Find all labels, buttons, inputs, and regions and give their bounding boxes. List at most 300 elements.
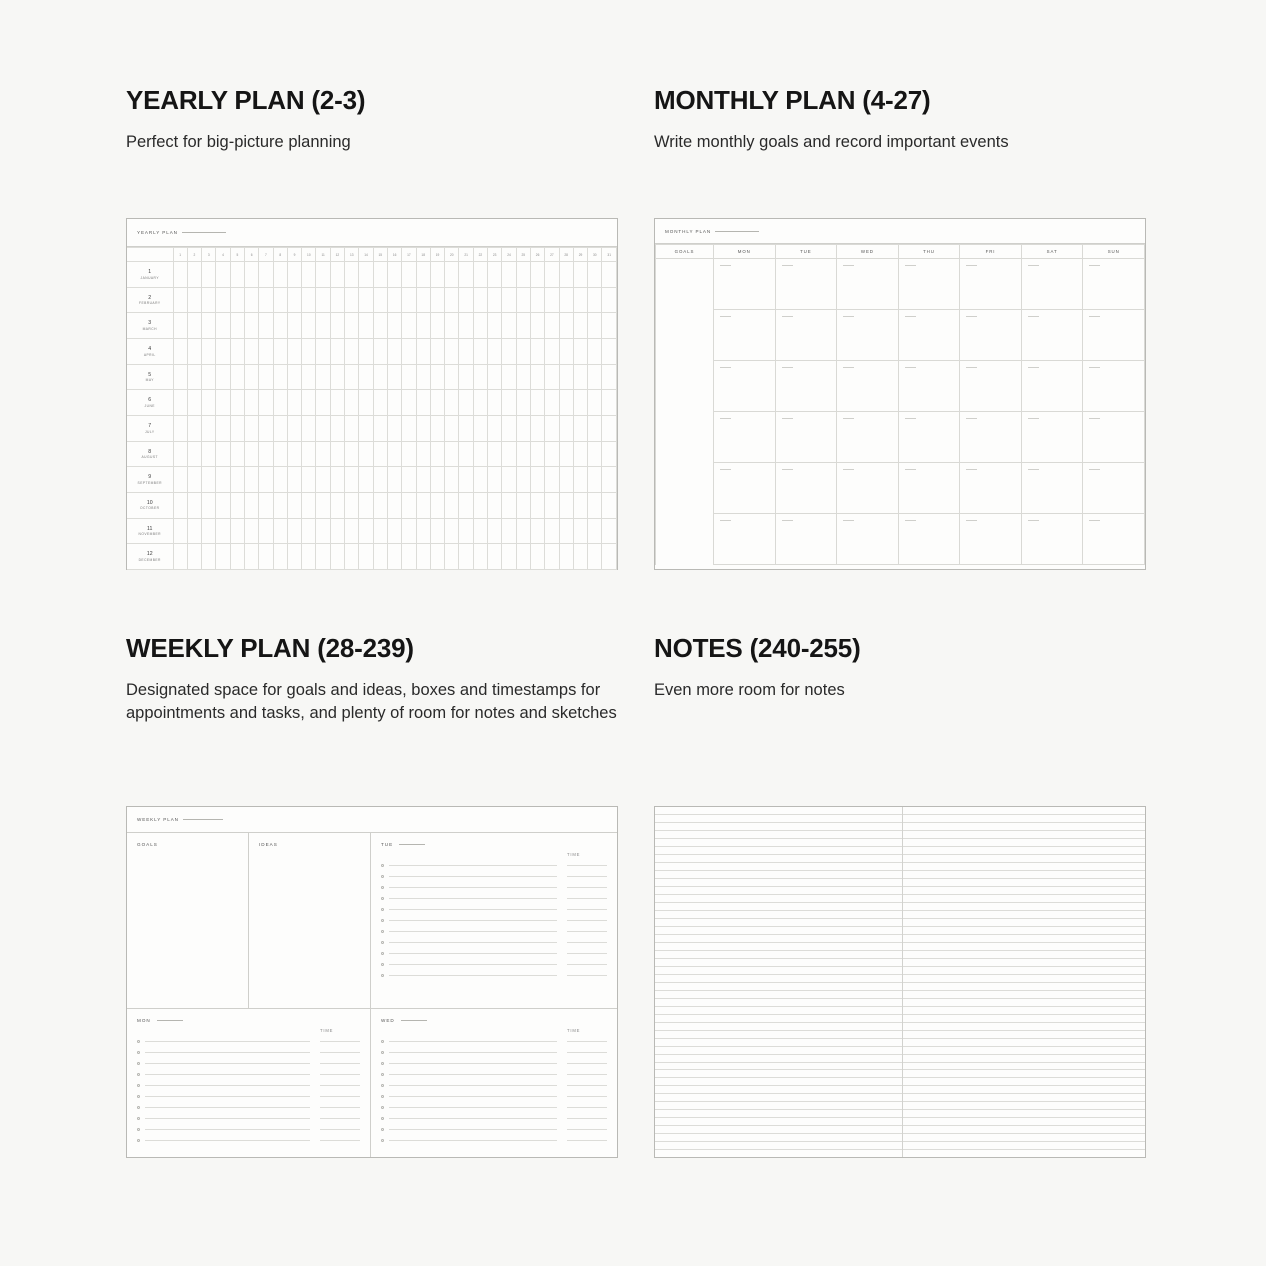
yearly-day-cell	[216, 338, 230, 364]
yearly-day-cell	[588, 313, 602, 339]
yearly-day-cell	[459, 492, 473, 518]
list-item[interactable]	[137, 1091, 360, 1102]
checkbox-icon[interactable]	[137, 1128, 140, 1131]
yearly-day-cell	[559, 364, 573, 390]
yearly-day-cell	[530, 338, 544, 364]
yearly-day-cell	[287, 441, 301, 467]
day-write-rule	[401, 1020, 427, 1021]
yearly-day-cell	[387, 313, 401, 339]
checkbox-icon[interactable]	[381, 897, 384, 900]
yearly-month-cell: 9 SEPTEMBER	[127, 467, 173, 493]
yearly-day-cell	[588, 415, 602, 441]
task-write-line	[389, 865, 557, 866]
list-item[interactable]	[381, 959, 607, 970]
yearly-day-cell	[359, 441, 373, 467]
monthly-day-cell	[1021, 259, 1083, 310]
yearly-day-cell	[187, 364, 201, 390]
list-item[interactable]	[381, 1135, 607, 1146]
yearly-day-cell	[473, 415, 487, 441]
yearly-day-cell	[373, 492, 387, 518]
yearly-day-cell	[502, 390, 516, 416]
list-item	[655, 1086, 1145, 1094]
yearly-day-cell	[488, 441, 502, 467]
checkbox-icon[interactable]	[137, 1040, 140, 1043]
list-item[interactable]	[381, 1113, 607, 1124]
yearly-day-cell	[588, 441, 602, 467]
yearly-day-header-row	[127, 248, 617, 262]
yearly-day-cell	[216, 518, 230, 544]
yearly-day-cell	[445, 262, 459, 288]
yearly-month-cell: 3 MARCH	[127, 313, 173, 339]
yearly-day-cell	[602, 287, 617, 313]
yearly-day-cell	[445, 441, 459, 467]
yearly-day-cell	[345, 313, 359, 339]
preview-notes	[654, 806, 1146, 1158]
checkbox-icon[interactable]	[381, 908, 384, 911]
time-write-line	[567, 975, 607, 976]
section-yearly-plan	[126, 86, 618, 154]
yearly-day-header: 27	[545, 248, 559, 262]
list-item[interactable]	[381, 1036, 607, 1047]
list-item	[655, 967, 1145, 975]
weekly-goals-label: GOALS	[137, 842, 158, 847]
yearly-day-cell	[588, 338, 602, 364]
list-item[interactable]	[381, 882, 607, 893]
weekly-top-row	[127, 833, 617, 1009]
yearly-day-cell	[402, 262, 416, 288]
yearly-day-cell	[473, 390, 487, 416]
header-write-rule	[183, 819, 223, 820]
task-write-line	[389, 931, 557, 932]
monthly-day-cell	[898, 514, 960, 565]
list-item[interactable]	[137, 1047, 360, 1058]
yearly-day-cell	[559, 518, 573, 544]
list-item	[655, 1142, 1145, 1150]
yearly-day-cell	[559, 338, 573, 364]
yearly-day-cell	[530, 441, 544, 467]
yearly-day-cell	[488, 492, 502, 518]
list-item	[655, 927, 1145, 935]
list-item[interactable]	[381, 893, 607, 904]
section-monthly-plan	[654, 86, 1146, 154]
yearly-day-cell	[459, 415, 473, 441]
table-row	[127, 441, 617, 467]
yearly-day-cell	[316, 467, 330, 493]
yearly-day-cell	[545, 544, 559, 570]
list-item[interactable]	[381, 970, 607, 981]
yearly-day-cell	[502, 492, 516, 518]
list-item[interactable]	[381, 1047, 607, 1058]
checkbox-icon[interactable]	[381, 875, 384, 878]
time-write-line	[320, 1140, 360, 1141]
yearly-day-cell	[545, 518, 559, 544]
yearly-day-cell	[259, 492, 273, 518]
table-row	[127, 287, 617, 313]
yearly-day-cell	[516, 467, 530, 493]
yearly-day-cell	[545, 441, 559, 467]
header-write-rule	[182, 232, 226, 233]
yearly-day-header: 15	[373, 248, 387, 262]
list-item	[655, 887, 1145, 895]
monthly-day-cell	[960, 361, 1022, 412]
yearly-day-cell	[316, 518, 330, 544]
list-item[interactable]	[381, 860, 607, 871]
checkbox-icon[interactable]	[381, 974, 384, 977]
weekly-preview-header	[127, 807, 617, 833]
notes-center-divider	[902, 807, 903, 1157]
checkbox-icon[interactable]	[137, 1051, 140, 1054]
list-item[interactable]	[137, 1080, 360, 1091]
list-item	[655, 903, 1145, 911]
yearly-day-header: 6	[244, 248, 258, 262]
monthly-day-cell	[714, 514, 776, 565]
yearly-day-cell	[273, 390, 287, 416]
yearly-day-cell	[359, 492, 373, 518]
list-item[interactable]	[137, 1113, 360, 1124]
yearly-day-cell	[488, 262, 502, 288]
yearly-day-header: 29	[573, 248, 587, 262]
yearly-day-cell	[402, 390, 416, 416]
yearly-day-cell	[273, 544, 287, 570]
yearly-day-cell	[602, 441, 617, 467]
weekly-preview-header-label: WEEKLY PLAN	[137, 817, 179, 822]
list-item[interactable]	[381, 948, 607, 959]
table-row	[656, 412, 1145, 463]
monthly-goals-cell	[656, 514, 714, 565]
yearly-day-cell	[330, 313, 344, 339]
yearly-day-cell	[345, 262, 359, 288]
time-write-line	[567, 1118, 607, 1119]
yearly-day-header: 26	[530, 248, 544, 262]
list-item[interactable]	[381, 1102, 607, 1113]
monthly-day-cell	[1083, 514, 1145, 565]
yearly-day-cell	[402, 338, 416, 364]
list-item	[655, 1134, 1145, 1142]
yearly-day-cell	[244, 492, 258, 518]
yearly-day-cell	[402, 467, 416, 493]
section-desc-notes: Even more room for notes	[654, 680, 845, 699]
yearly-day-cell	[259, 287, 273, 313]
checkbox-icon[interactable]	[381, 941, 384, 944]
yearly-month-cell: 11 NOVEMBER	[127, 518, 173, 544]
yearly-day-header: 7	[259, 248, 273, 262]
yearly-day-cell	[445, 390, 459, 416]
yearly-day-cell	[416, 313, 430, 339]
weekly-wed-task-list	[381, 1036, 607, 1146]
yearly-day-cell	[488, 364, 502, 390]
list-item[interactable]	[381, 871, 607, 882]
checkbox-icon[interactable]	[381, 1040, 384, 1043]
checkbox-icon[interactable]	[381, 919, 384, 922]
yearly-day-cell	[316, 287, 330, 313]
yearly-day-cell	[244, 544, 258, 570]
task-write-line	[389, 975, 557, 976]
time-label: TIME	[320, 1028, 334, 1033]
table-row	[656, 514, 1145, 565]
yearly-day-cell	[173, 441, 187, 467]
yearly-day-cell	[416, 338, 430, 364]
list-item[interactable]	[381, 937, 607, 948]
checkbox-icon[interactable]	[381, 952, 384, 955]
task-write-line	[389, 1041, 557, 1042]
checkbox-icon[interactable]	[381, 930, 384, 933]
monthly-day-cell	[775, 463, 837, 514]
yearly-day-cell	[259, 364, 273, 390]
yearly-month-cell: 2 FEBRUARY	[127, 287, 173, 313]
yearly-day-cell	[516, 518, 530, 544]
monthly-day-cell	[1021, 514, 1083, 565]
yearly-day-cell	[430, 262, 444, 288]
yearly-day-cell	[287, 313, 301, 339]
list-item[interactable]	[137, 1124, 360, 1135]
checkbox-icon[interactable]	[381, 1139, 384, 1142]
yearly-day-cell	[530, 313, 544, 339]
table-row	[656, 259, 1145, 310]
yearly-day-cell	[602, 338, 617, 364]
monthly-day-cell	[775, 361, 837, 412]
yearly-day-cell	[373, 544, 387, 570]
list-item[interactable]	[381, 915, 607, 926]
yearly-day-cell	[488, 313, 502, 339]
yearly-day-cell	[173, 518, 187, 544]
yearly-day-cell	[216, 415, 230, 441]
yearly-day-cell	[430, 467, 444, 493]
list-item	[655, 1031, 1145, 1039]
yearly-day-cell	[244, 467, 258, 493]
yearly-day-cell	[373, 262, 387, 288]
list-item[interactable]	[381, 1091, 607, 1102]
list-item	[655, 1094, 1145, 1102]
list-item[interactable]	[137, 1135, 360, 1146]
yearly-day-cell	[430, 492, 444, 518]
list-item[interactable]	[381, 904, 607, 915]
page-title-yearly: YEARLY PLAN (2-3)	[126, 85, 366, 115]
yearly-day-cell	[244, 262, 258, 288]
list-item	[655, 911, 1145, 919]
table-row	[656, 310, 1145, 361]
yearly-day-header: 30	[588, 248, 602, 262]
notes-page	[655, 807, 1145, 1157]
list-item[interactable]	[137, 1058, 360, 1069]
list-item	[655, 1110, 1145, 1118]
checkbox-icon[interactable]	[381, 864, 384, 867]
task-write-line	[389, 909, 557, 910]
yearly-day-cell	[502, 313, 516, 339]
yearly-day-cell	[302, 262, 316, 288]
yearly-day-cell	[359, 338, 373, 364]
list-item[interactable]	[381, 1124, 607, 1135]
list-item[interactable]	[137, 1102, 360, 1113]
yearly-day-cell	[202, 467, 216, 493]
yearly-day-cell	[202, 390, 216, 416]
yearly-day-cell	[502, 262, 516, 288]
list-item	[655, 815, 1145, 823]
weekly-bottom-row	[127, 1009, 617, 1157]
list-item	[655, 1150, 1145, 1157]
monthly-weekday-header: MON	[714, 245, 776, 259]
yearly-day-cell	[216, 262, 230, 288]
yearly-day-cell	[416, 544, 430, 570]
monthly-goals-cell	[656, 310, 714, 361]
yearly-day-cell	[244, 338, 258, 364]
yearly-day-cell	[588, 287, 602, 313]
section-notes	[654, 634, 1146, 702]
weekly-tue-label	[381, 842, 607, 847]
yearly-day-cell	[345, 287, 359, 313]
yearly-day-cell	[187, 390, 201, 416]
yearly-day-header: 2	[187, 248, 201, 262]
yearly-day-cell	[287, 492, 301, 518]
yearly-day-cell	[345, 441, 359, 467]
yearly-day-cell	[302, 467, 316, 493]
yearly-day-cell	[359, 262, 373, 288]
checkbox-icon[interactable]	[137, 1106, 140, 1109]
monthly-day-cell	[898, 463, 960, 514]
yearly-day-cell	[230, 364, 244, 390]
time-write-line	[567, 1085, 607, 1086]
list-item	[655, 991, 1145, 999]
monthly-header-row	[656, 245, 1145, 259]
yearly-day-cell	[545, 492, 559, 518]
weekly-tue-time-header	[381, 852, 607, 857]
yearly-day-cell	[545, 287, 559, 313]
monthly-goals-cell	[656, 259, 714, 310]
list-item[interactable]	[137, 1069, 360, 1080]
task-write-line	[145, 1074, 310, 1075]
checkbox-icon[interactable]	[381, 963, 384, 966]
yearly-day-cell	[387, 544, 401, 570]
yearly-day-cell	[502, 441, 516, 467]
yearly-day-cell	[244, 287, 258, 313]
monthly-day-cell	[775, 310, 837, 361]
yearly-day-cell	[316, 441, 330, 467]
checkbox-icon[interactable]	[381, 1117, 384, 1120]
yearly-month-cell: 6 JUNE	[127, 390, 173, 416]
yearly-day-cell	[502, 415, 516, 441]
yearly-day-cell	[259, 518, 273, 544]
yearly-day-cell	[573, 415, 587, 441]
monthly-day-cell	[775, 514, 837, 565]
yearly-day-header: 1	[173, 248, 187, 262]
yearly-corner-cell	[127, 248, 173, 262]
yearly-day-cell	[359, 467, 373, 493]
checkbox-icon[interactable]	[137, 1139, 140, 1142]
yearly-day-cell	[302, 364, 316, 390]
yearly-day-cell	[516, 313, 530, 339]
monthly-goals-cell	[656, 412, 714, 463]
yearly-day-cell	[387, 390, 401, 416]
list-item	[655, 831, 1145, 839]
checkbox-icon[interactable]	[381, 1128, 384, 1131]
checkbox-icon[interactable]	[137, 1073, 140, 1076]
monthly-weekday-header: FRI	[960, 245, 1022, 259]
yearly-day-header: 11	[316, 248, 330, 262]
list-item[interactable]	[381, 926, 607, 937]
yearly-day-cell	[416, 390, 430, 416]
checkbox-icon[interactable]	[137, 1084, 140, 1087]
checkbox-icon[interactable]	[137, 1095, 140, 1098]
list-item[interactable]	[381, 1080, 607, 1091]
weekly-monday-column	[127, 1009, 371, 1157]
yearly-day-cell	[459, 287, 473, 313]
checkbox-icon[interactable]	[381, 1062, 384, 1065]
yearly-day-cell	[445, 364, 459, 390]
yearly-day-cell	[402, 313, 416, 339]
checkbox-icon[interactable]	[381, 1095, 384, 1098]
yearly-day-cell	[545, 313, 559, 339]
yearly-month-cell: 1 JANUARY	[127, 262, 173, 288]
checkbox-icon[interactable]	[137, 1062, 140, 1065]
yearly-day-cell	[445, 313, 459, 339]
yearly-day-cell	[473, 338, 487, 364]
checkbox-icon[interactable]	[381, 1084, 384, 1087]
time-write-line	[320, 1085, 360, 1086]
yearly-day-cell	[602, 364, 617, 390]
yearly-day-cell	[545, 415, 559, 441]
yearly-day-cell	[488, 415, 502, 441]
time-write-line	[567, 964, 607, 965]
yearly-day-cell	[216, 544, 230, 570]
checkbox-icon[interactable]	[381, 1073, 384, 1076]
list-item	[655, 983, 1145, 991]
checkbox-icon[interactable]	[381, 1106, 384, 1109]
yearly-day-cell	[530, 544, 544, 570]
time-write-line	[567, 1074, 607, 1075]
weekly-wed-label	[381, 1018, 607, 1023]
checkbox-icon[interactable]	[381, 1051, 384, 1054]
yearly-day-header: 10	[302, 248, 316, 262]
checkbox-icon[interactable]	[381, 886, 384, 889]
task-write-line	[145, 1140, 310, 1141]
yearly-day-cell	[502, 467, 516, 493]
checkbox-icon[interactable]	[137, 1117, 140, 1120]
yearly-day-cell	[187, 441, 201, 467]
yearly-day-cell	[259, 467, 273, 493]
list-item[interactable]	[137, 1036, 360, 1047]
yearly-day-cell	[473, 287, 487, 313]
list-item[interactable]	[381, 1058, 607, 1069]
yearly-day-cell	[430, 544, 444, 570]
header-write-rule	[715, 231, 759, 232]
task-write-line	[389, 876, 557, 877]
yearly-day-cell	[173, 544, 187, 570]
yearly-grid	[127, 247, 617, 570]
monthly-day-cell	[714, 259, 776, 310]
yearly-day-cell	[573, 262, 587, 288]
yearly-day-cell	[244, 441, 258, 467]
yearly-day-cell	[330, 492, 344, 518]
list-item	[655, 823, 1145, 831]
list-item[interactable]	[381, 1069, 607, 1080]
yearly-day-cell	[602, 415, 617, 441]
yearly-day-header: 3	[202, 248, 216, 262]
yearly-day-cell	[316, 364, 330, 390]
weekly-tuesday-column	[371, 833, 617, 1008]
monthly-day-cell	[1083, 361, 1145, 412]
yearly-day-cell	[316, 390, 330, 416]
monthly-day-cell	[775, 412, 837, 463]
yearly-day-cell	[559, 492, 573, 518]
yearly-day-cell	[316, 544, 330, 570]
list-item	[655, 863, 1145, 871]
yearly-day-cell	[302, 390, 316, 416]
table-row	[656, 463, 1145, 514]
yearly-day-cell	[430, 364, 444, 390]
yearly-month-cell: 10 OCTOBER	[127, 492, 173, 518]
yearly-day-cell	[359, 364, 373, 390]
monthly-day-cell	[960, 514, 1022, 565]
list-item	[655, 959, 1145, 967]
